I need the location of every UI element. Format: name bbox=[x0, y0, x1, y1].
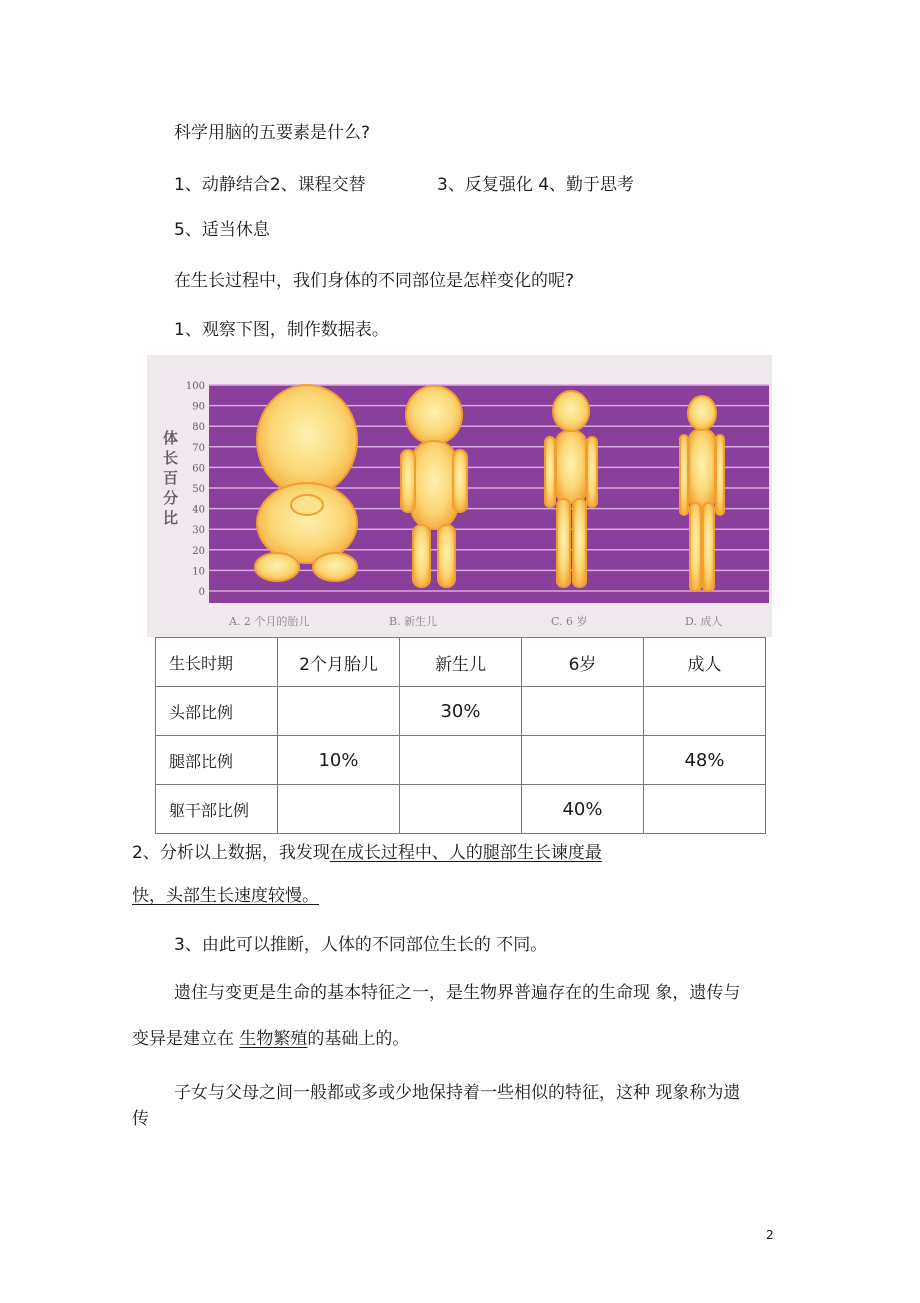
table-row bbox=[156, 785, 766, 834]
table-cell bbox=[400, 736, 522, 785]
question-brain-elements: 科学用脑的五要素是什么? bbox=[174, 123, 371, 143]
task-2-answer-part-2: 快，头部生长速度较慢。 bbox=[132, 886, 319, 906]
page-number: 2 bbox=[766, 1228, 774, 1242]
paragraph-heredity-line-1: 遗住与变更是生命的基本特征之一，是生物界普遍存在的生命现 象，遗传与 bbox=[174, 983, 741, 1003]
header-period: 生长时期 bbox=[156, 638, 278, 687]
y-tick-label: 100 bbox=[185, 381, 205, 392]
para1-answer: 生物繁殖 bbox=[239, 1029, 308, 1049]
caption-adult: D. 成人 bbox=[685, 615, 723, 628]
table-cell bbox=[278, 687, 400, 736]
y-axis-label bbox=[163, 429, 178, 527]
row-label-leg: 腿部比例 bbox=[156, 736, 278, 785]
header-six-year: 6岁 bbox=[522, 638, 644, 687]
caption-newborn: B. 新生儿 bbox=[389, 615, 438, 628]
table-cell: 30% bbox=[400, 687, 522, 736]
table-cell bbox=[400, 785, 522, 834]
table-cell: 40% bbox=[522, 785, 644, 834]
task-3: 3、由此可以推断，人体的不同部位生长的 不同。 bbox=[174, 935, 548, 955]
y-tick-label: 90 bbox=[192, 401, 205, 413]
y-axis-label-char: 长 bbox=[163, 449, 179, 467]
table-cell: 10% bbox=[278, 736, 400, 785]
y-tick-label: 0 bbox=[198, 587, 205, 598]
header-newborn: 新生儿 bbox=[400, 638, 522, 687]
paragraph-heredity-line-2 bbox=[132, 1028, 409, 1050]
table-cell bbox=[522, 736, 644, 785]
table-cell bbox=[522, 687, 644, 736]
answer-line-2: 5、适当休息 bbox=[174, 220, 270, 240]
row-label-torso: 躯干部比例 bbox=[156, 785, 278, 834]
paragraph-inheritance-line-2: 传 bbox=[132, 1109, 149, 1129]
table-row bbox=[156, 736, 766, 785]
table-cell bbox=[644, 785, 766, 834]
proportion-data-table bbox=[155, 637, 766, 834]
y-tick-label: 70 bbox=[192, 442, 205, 454]
para1-prefix: 变异是建立在 bbox=[132, 1029, 240, 1049]
answer-line-1a: 1、动静结合2、课程交替 bbox=[174, 175, 366, 195]
paragraph-inheritance-line-1: 子女与父母之间一般都或多或少地保持着一些相似的特征，这种 现象称为遗 bbox=[174, 1083, 741, 1103]
caption-six-year-old: C. 6 岁 bbox=[551, 615, 588, 628]
task-2-line-1 bbox=[132, 842, 602, 864]
y-tick-label: 20 bbox=[192, 545, 205, 557]
caption-fetus: A. 2 个月的胎儿 bbox=[229, 615, 310, 628]
y-tick-label: 80 bbox=[192, 422, 205, 434]
y-tick-label: 50 bbox=[192, 484, 205, 495]
table-cell bbox=[644, 687, 766, 736]
answer-line-1b: 3、反复强化 4、勤于思考 bbox=[437, 175, 635, 195]
body-proportion-figure bbox=[147, 355, 772, 637]
y-tick-label: 30 bbox=[192, 525, 205, 537]
table-header-row bbox=[156, 638, 766, 687]
y-tick-label: 40 bbox=[192, 504, 205, 516]
y-axis-label-char: 百 bbox=[163, 469, 179, 487]
task-2-answer-part-1: 在成长过程中、人的腿部生长谏度最 bbox=[329, 843, 602, 863]
y-ticks bbox=[186, 381, 205, 598]
header-fetus: 2个月胎儿 bbox=[278, 638, 400, 687]
row-label-head: 头部比例 bbox=[156, 687, 278, 736]
para1-suffix: 的基础上的。 bbox=[307, 1029, 410, 1049]
body-proportion-illustration bbox=[147, 355, 772, 637]
y-axis-label-char: 分 bbox=[163, 489, 179, 507]
y-axis-label-char: 体 bbox=[163, 429, 179, 447]
task-1: 1、观察下图，制作数据表。 bbox=[174, 320, 389, 340]
table-cell: 48% bbox=[644, 736, 766, 785]
question-growth: 在生长过程中，我们身体的不同部位是怎样变化的呢? bbox=[174, 271, 575, 291]
y-axis-label-char: 比 bbox=[163, 509, 179, 527]
header-adult: 成人 bbox=[644, 638, 766, 687]
task-2-prefix: 2、分析以上数据，我发现 bbox=[132, 843, 330, 863]
y-tick-label: 10 bbox=[192, 566, 205, 578]
y-tick-label: 60 bbox=[192, 463, 205, 475]
table-cell bbox=[278, 785, 400, 834]
table-row bbox=[156, 687, 766, 736]
